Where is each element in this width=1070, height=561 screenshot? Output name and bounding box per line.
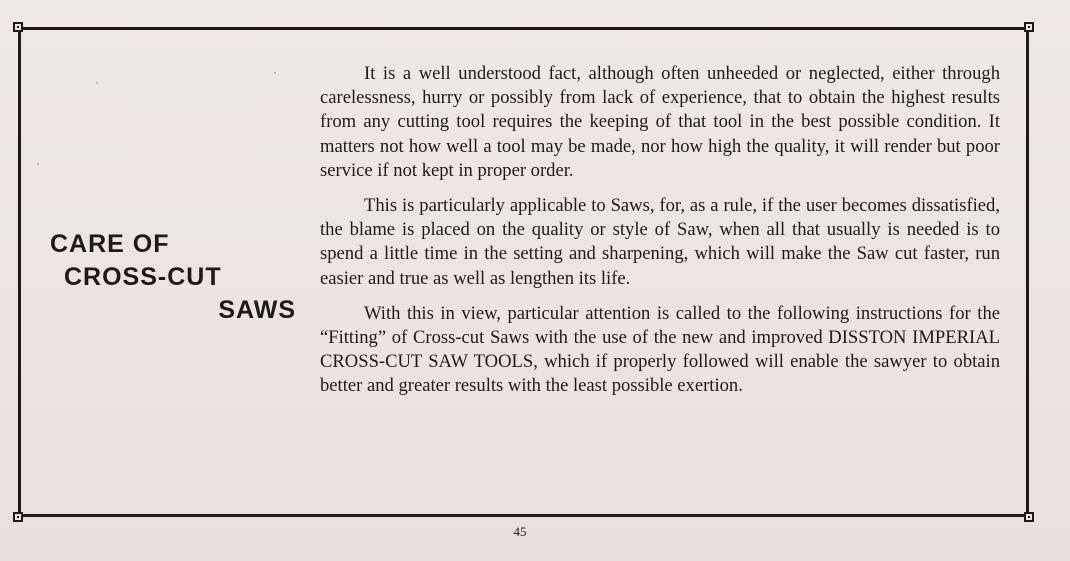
- heading-line-2: CROSS-CUT: [64, 263, 222, 291]
- section-heading: [40, 228, 296, 327]
- body-text: [320, 62, 1000, 410]
- corner-ornament-bottom-right: [1024, 512, 1034, 522]
- heading-line-1: CARE OF: [50, 230, 170, 258]
- corner-ornament-top-left: [13, 22, 23, 32]
- paper-speck: [96, 82, 98, 84]
- paragraph-1: It is a well understood fact, although often unheeded or neglected, either through carelessness, hurry or possibly from lack of experience, that to obtain the highest results from any cutting tool requires the keeping of that tool in the best possible condition. It matters not how well a tool may be made, nor how high the quality, it will render but poor service if not kept in proper order.: [320, 63, 1000, 181]
- page-number: 45: [513, 524, 527, 539]
- corner-ornament-bottom-left: [13, 512, 23, 522]
- corner-ornament-top-right: [1024, 22, 1034, 32]
- paper-speck: [37, 163, 39, 165]
- paragraph-2: This is particularly applicable to Saws, for, as a rule, if the user becomes dissatisfied, the blame is placed on the quality or style of Saw, when all that usually is needed is to spend a little time in the setting and sharpening, which will make the Saw cut faster, run easier and true as well as lengthen its life.: [320, 195, 1000, 289]
- paragraph-3: With this in view, particular attention is called to the following instructions for the “Fitting” of Cross-cut Saws with the use of the new and improved DISSTON IMPERIAL CROSS-CUT SAW TOOLS, which if properly followed will enable the sawyer to obtain better and greater results with the least possible exertion.: [320, 302, 1000, 397]
- paper-speck: [274, 72, 276, 74]
- heading-line-3: SAWS: [218, 296, 296, 324]
